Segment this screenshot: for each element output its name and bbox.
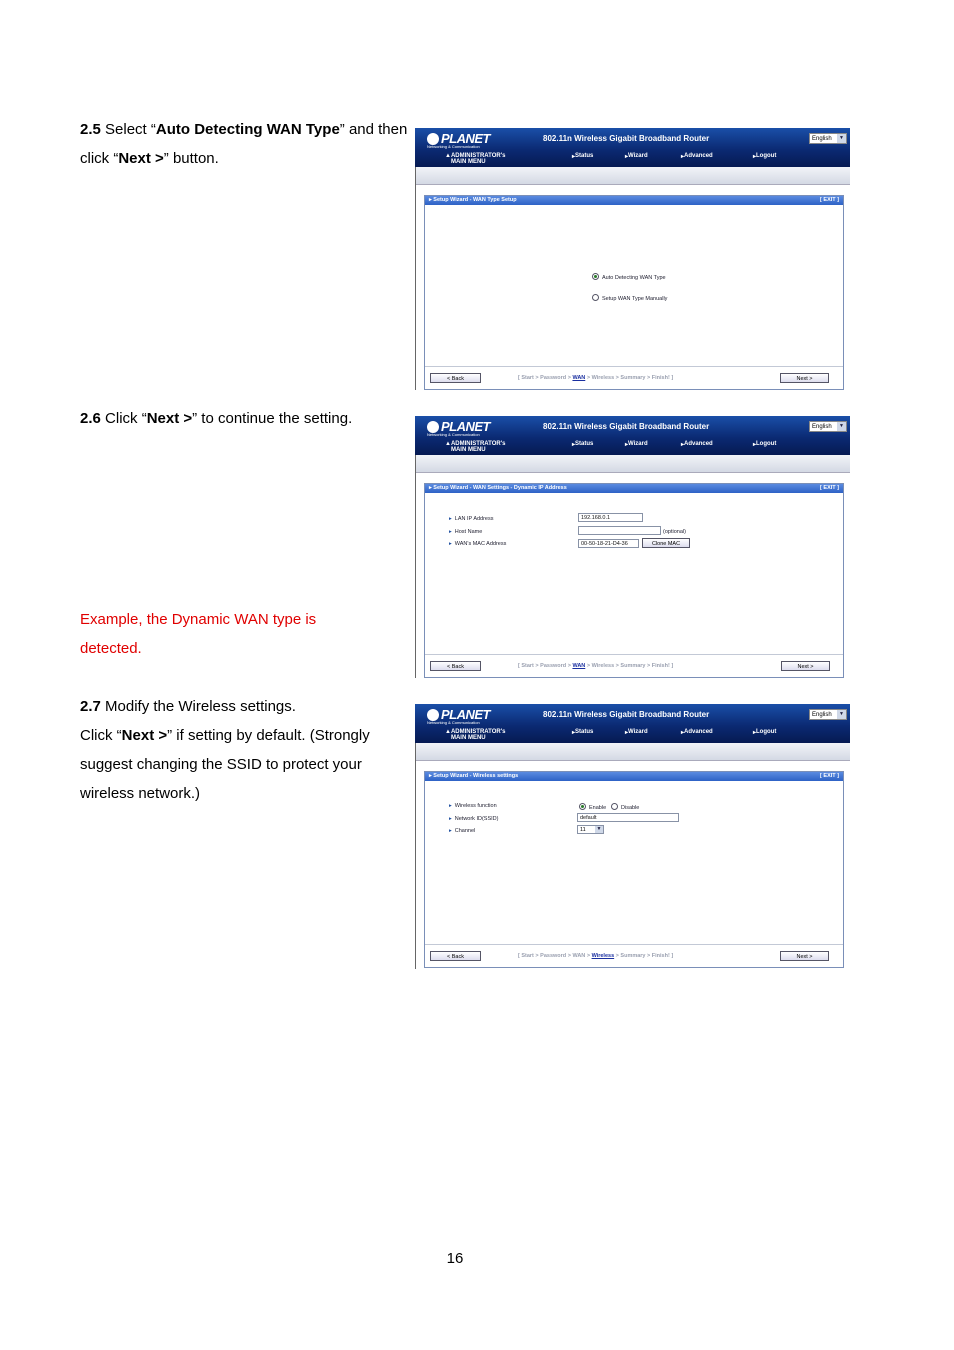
next-button[interactable]: Next >	[780, 373, 829, 383]
nav-wizard[interactable]: ▸ Wizard	[625, 729, 648, 736]
clone-mac-button[interactable]: Clone MAC	[642, 538, 690, 548]
wireless-function-label: ▸ Wireless function	[449, 803, 497, 809]
language-select[interactable]: English ▼	[809, 709, 847, 720]
chevron-down-icon: ▼	[837, 134, 846, 143]
planet-logo: PLANET Networking & Communication	[427, 419, 490, 437]
nav-advanced[interactable]: ▸ Advanced	[681, 441, 713, 448]
step-bold: Next >	[146, 410, 193, 427]
nav-logout[interactable]: ▸ Logout	[753, 153, 777, 160]
wizard-footer	[425, 366, 843, 389]
step-2-7-text	[80, 692, 410, 808]
radio-auto-detect[interactable]: Auto Detecting WAN Type	[592, 273, 666, 281]
next-button[interactable]: Next >	[781, 661, 830, 671]
panel-title: ▸ Setup Wizard - WAN Type Setup [ EXIT ]	[425, 196, 843, 205]
channel-select[interactable]: 11 ▼	[577, 825, 604, 834]
step-bold: Next >	[118, 150, 164, 167]
router-header	[415, 704, 850, 743]
step-number: 2.6	[80, 410, 101, 427]
channel-label: ▸ Channel	[449, 828, 475, 834]
optional-hint: (optional)	[663, 529, 686, 535]
nav-status[interactable]: ▸ Status	[572, 153, 594, 160]
nav-admin-menu[interactable]: ▲ ADMINISTRATOR's MAIN MENU	[445, 729, 506, 741]
nav-admin-menu[interactable]: ▲ ADMINISTRATOR's MAIN MENU	[445, 153, 506, 165]
wizard-steps: [ Start > Password > WAN > Wireless > Summary > Finish! ]	[518, 663, 674, 669]
mac-label: ▸ WAN's MAC Address	[449, 541, 506, 547]
page-number: 16	[446, 1250, 464, 1267]
nav-wizard[interactable]: ▸ Wizard	[625, 153, 648, 160]
panel-title: ▸ Setup Wizard - WAN Settings - Dynamic IP Address [ EXIT ]	[425, 484, 843, 493]
radio-selected-icon	[592, 273, 599, 280]
wizard-panel	[424, 483, 844, 678]
host-name-field[interactable]	[578, 526, 661, 535]
nav-advanced[interactable]: ▸ Advanced	[681, 153, 713, 160]
back-button[interactable]: < Back	[430, 373, 481, 383]
wizard-steps: [ Start > Password > WAN > Wireless > Summary > Finish! ]	[518, 953, 674, 959]
radio-empty-icon	[592, 294, 599, 301]
host-name-label: ▸ Host Name	[449, 529, 482, 535]
chevron-down-icon: ▼	[596, 826, 602, 832]
step-text: ” button.	[163, 150, 219, 167]
example-note: Example, the Dynamic WAN type is detected.	[80, 611, 317, 657]
chevron-down-icon: ▼	[837, 422, 846, 431]
step-2-6-text	[80, 404, 410, 433]
language-select[interactable]: English ▼	[809, 133, 847, 144]
product-title: 802.11n Wireless Gigabit Broadband Router	[543, 422, 710, 431]
screenshot-wireless	[415, 704, 850, 969]
product-title: 802.11n Wireless Gigabit Broadband Router	[543, 134, 710, 143]
wizard-footer	[425, 944, 843, 967]
wizard-steps: [ Start > Password > WAN > Wireless > Summary > Finish! ]	[518, 375, 674, 381]
step-2-5-text	[80, 115, 410, 173]
nav-logout[interactable]: ▸ Logout	[753, 729, 777, 736]
step-number: 2.5	[80, 121, 101, 138]
nav-status[interactable]: ▸ Status	[572, 729, 594, 736]
back-button[interactable]: < Back	[430, 661, 481, 671]
radio-disable[interactable]: Disable	[611, 803, 639, 811]
radio-selected-icon	[579, 803, 586, 810]
step-text: ” to continue the setting.	[192, 410, 353, 427]
router-header	[415, 128, 850, 167]
sub-bar	[415, 743, 850, 761]
step-text: Click “	[80, 727, 122, 744]
step-text: ” if setting by default. (Strongly suggest changing the SSID to protect your wireless network.)	[80, 727, 370, 802]
radio-empty-icon	[611, 803, 618, 810]
screenshot-wan-type	[415, 128, 850, 390]
nav-wizard[interactable]: ▸ Wizard	[625, 441, 648, 448]
wizard-panel	[424, 771, 844, 968]
ssid-label: ▸ Network ID(SSID)	[449, 816, 498, 822]
nav-advanced[interactable]: ▸ Advanced	[681, 729, 713, 736]
step-bold: Next >	[121, 727, 168, 744]
step-number: 2.7	[80, 698, 101, 715]
nav-logout[interactable]: ▸ Logout	[753, 441, 777, 448]
exit-link[interactable]: [ EXIT ]	[820, 773, 839, 779]
product-title: 802.11n Wireless Gigabit Broadband Router	[543, 710, 710, 719]
panel-title: ▸ Setup Wizard - Wireless settings [ EXIT ]	[425, 772, 843, 781]
lan-ip-field[interactable]: 192.168.0.1	[578, 513, 643, 522]
step-text: Modify the Wireless settings.	[100, 698, 296, 715]
lan-ip-label: ▸ LAN IP Address	[449, 516, 494, 522]
sub-bar	[415, 455, 850, 473]
planet-logo: PLANET Networking & Communication	[427, 131, 490, 149]
ssid-field[interactable]: default	[577, 813, 679, 822]
step-text: Click “	[100, 410, 147, 427]
planet-logo: PLANET Networking & Communication	[427, 707, 490, 725]
radio-enable[interactable]: Enable	[579, 803, 606, 811]
back-button[interactable]: < Back	[430, 951, 481, 961]
step-text: Select “	[100, 121, 156, 138]
sub-bar	[415, 167, 850, 185]
radio-manual[interactable]: Setup WAN Type Manually	[592, 294, 667, 302]
step-bold: Auto Detecting WAN Type	[155, 121, 340, 138]
screenshot-wan-settings	[415, 416, 850, 678]
step-text: ” and then click “	[80, 121, 408, 167]
nav-status[interactable]: ▸ Status	[572, 441, 594, 448]
exit-link[interactable]: [ EXIT ]	[820, 197, 839, 203]
next-button[interactable]: Next >	[780, 951, 829, 961]
router-header	[415, 416, 850, 455]
wizard-footer	[425, 654, 843, 677]
exit-link[interactable]: [ EXIT ]	[820, 485, 839, 491]
chevron-down-icon: ▼	[837, 710, 846, 719]
nav-admin-menu[interactable]: ▲ ADMINISTRATOR's MAIN MENU	[445, 441, 506, 453]
wizard-panel	[424, 195, 844, 390]
mac-field[interactable]: 00-50-18-21-D4-36	[578, 539, 639, 548]
language-select[interactable]: English ▼	[809, 421, 847, 432]
